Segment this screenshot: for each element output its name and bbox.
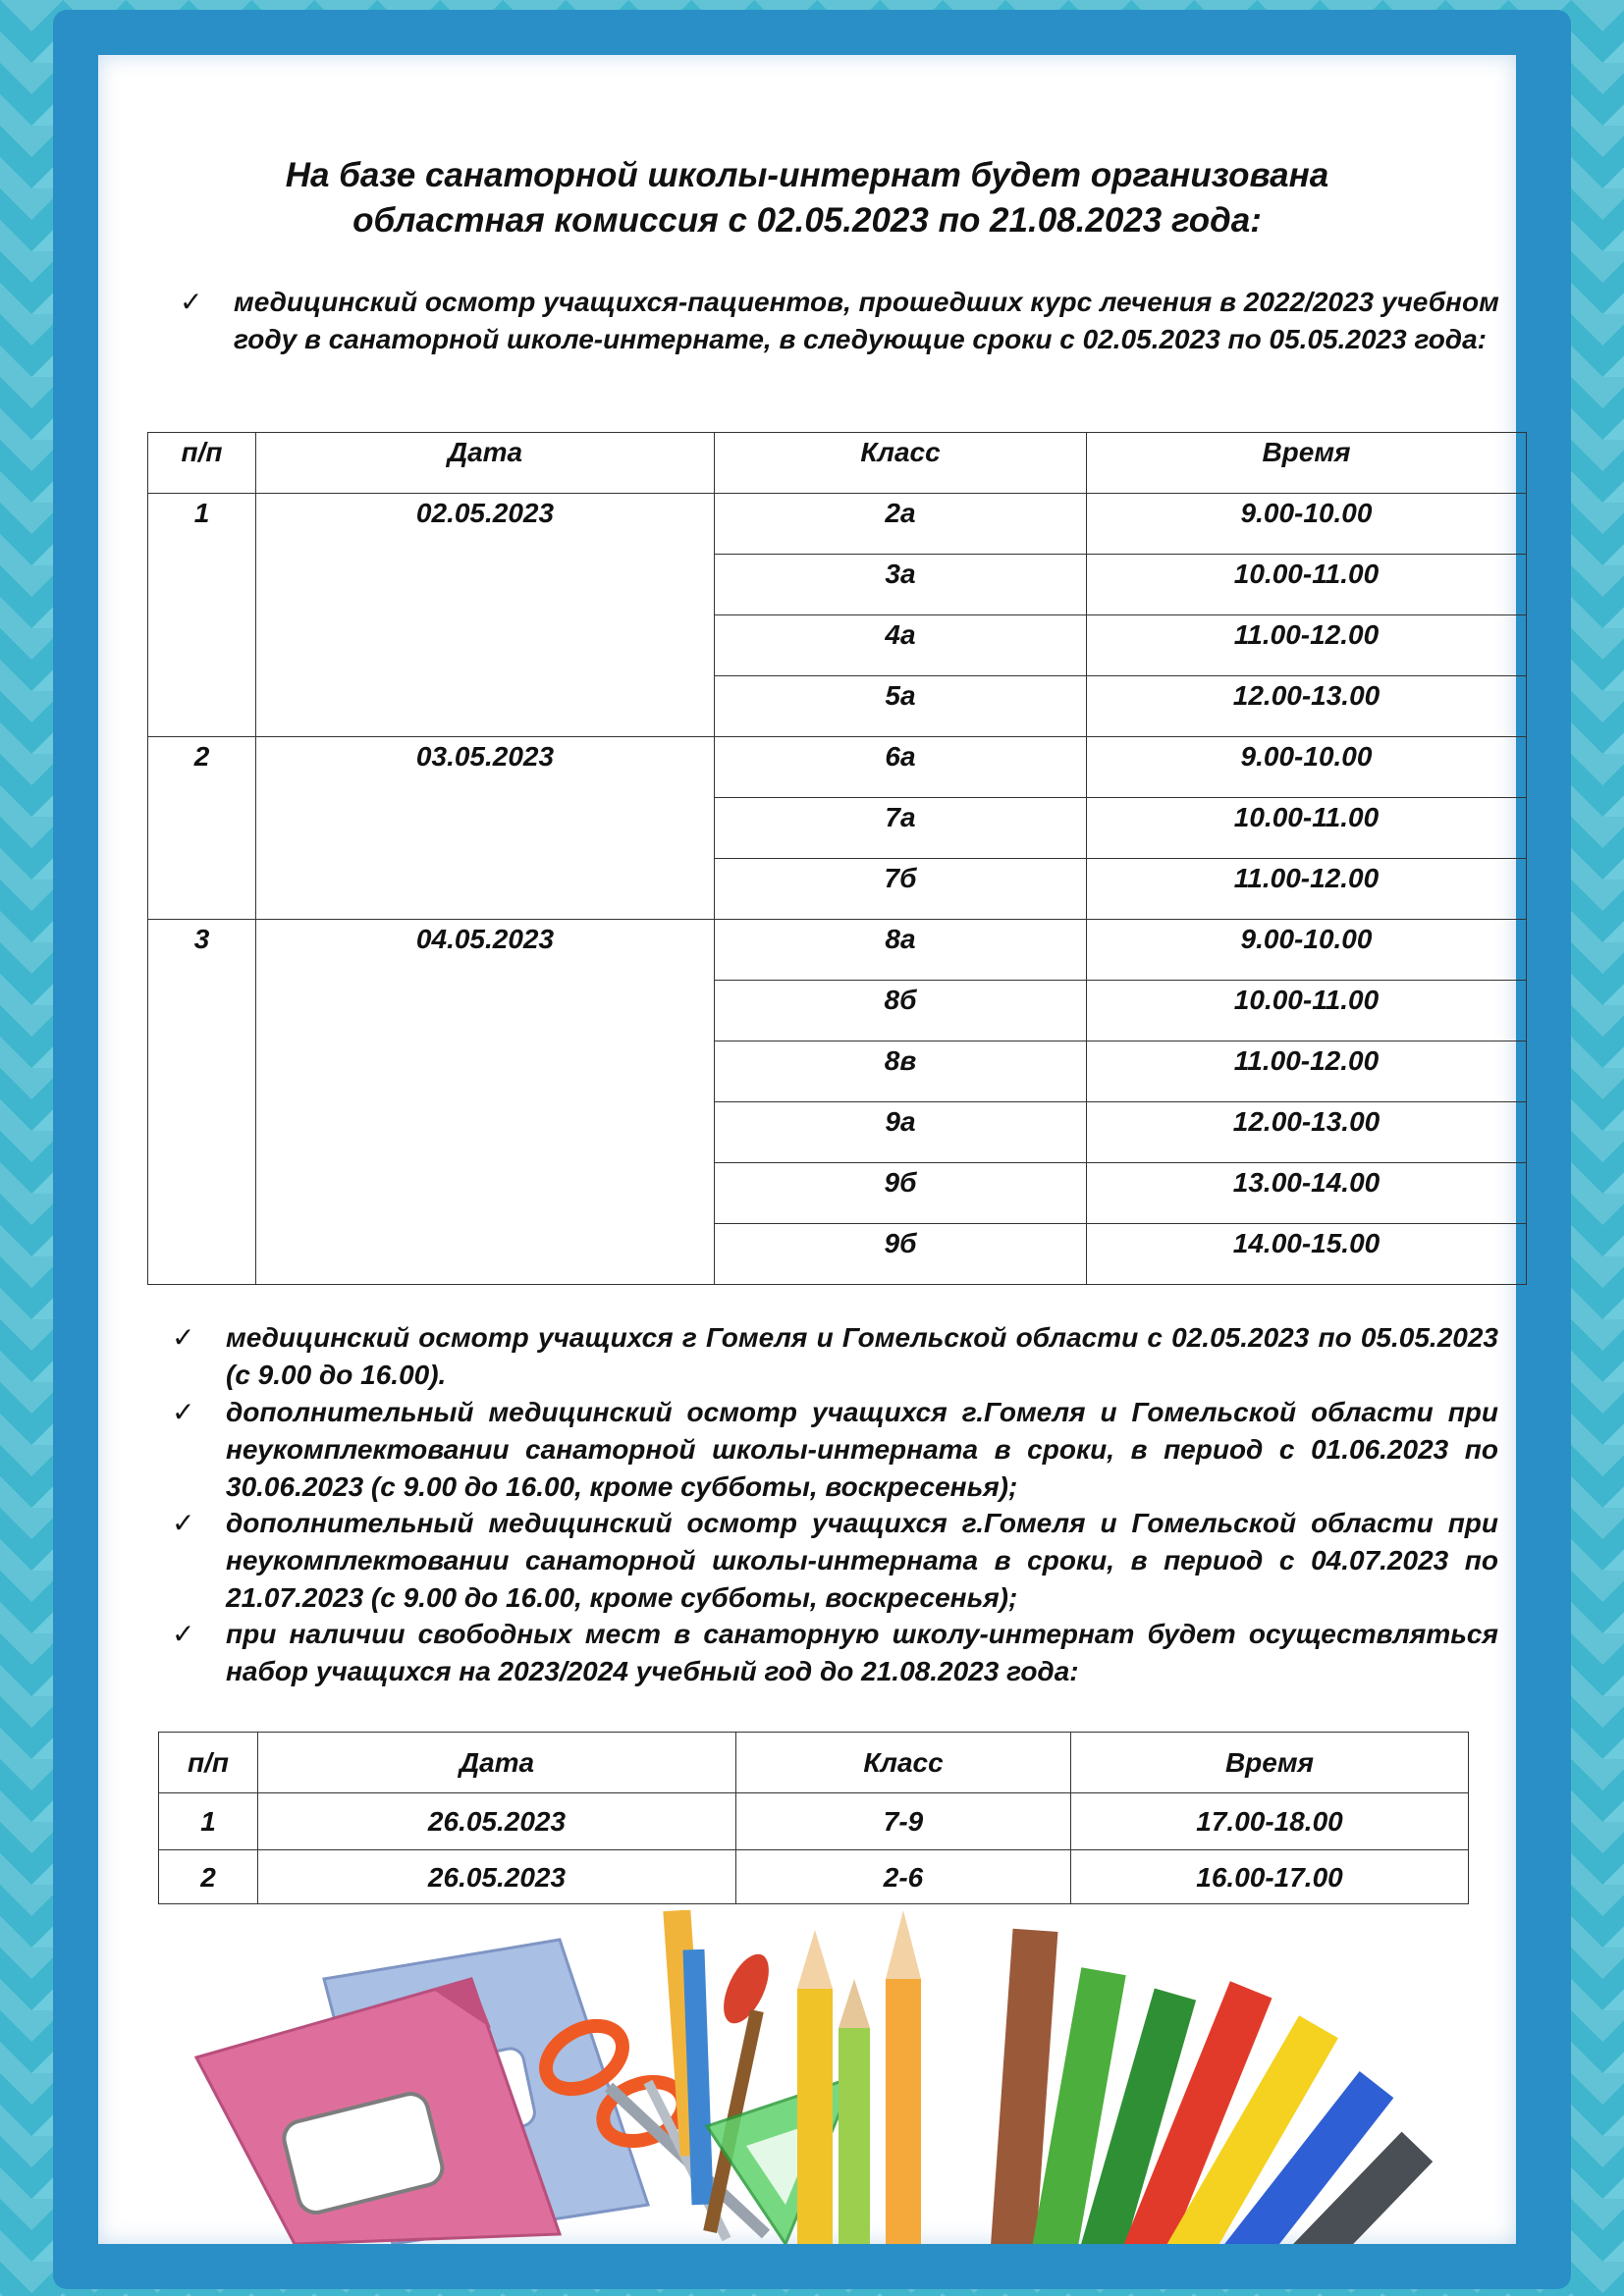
header-class: Класс <box>715 433 1087 494</box>
table-row <box>148 494 1527 555</box>
row-time: 9.00-10.00 <box>1087 737 1527 798</box>
row-time: 9.00-10.00 <box>1087 920 1527 981</box>
table-header-row <box>159 1733 1469 1793</box>
schedule-table-1 <box>147 432 1527 1285</box>
row-date: 04.05.2023 <box>256 920 715 1285</box>
row-class: 9б <box>715 1224 1087 1285</box>
row-class: 2а <box>715 494 1087 555</box>
row-number: 1 <box>159 1793 258 1850</box>
row-time: 14.00-15.00 <box>1087 1224 1527 1285</box>
row-time: 13.00-14.00 <box>1087 1163 1527 1224</box>
row-time: 11.00-12.00 <box>1087 615 1527 676</box>
row-class: 8б <box>715 981 1087 1041</box>
table-header-row <box>148 433 1527 494</box>
row-time: 10.00-11.00 <box>1087 798 1527 859</box>
check-icon: ✓ <box>172 1619 195 1649</box>
row-class: 8в <box>715 1041 1087 1102</box>
check-icon: ✓ <box>172 1508 195 1538</box>
table-row <box>148 920 1527 981</box>
check-icon: ✓ <box>172 1397 195 1427</box>
check-icon: ✓ <box>180 287 203 317</box>
header-date: Дата <box>258 1733 736 1793</box>
bullet-item-1 <box>172 1319 1498 1394</box>
row-class: 6а <box>715 737 1087 798</box>
bullet-text: дополнительный медицинский осмотр учащихся г.Гомеля и Гомельской области при неукомплектовании санаторной школы-интерната в сроки, в период с 04.07.2023 по 21.07.2023 (с 9.00 до 16.00, кроме субботы, воскресенья); <box>226 1508 1498 1613</box>
row-date: 02.05.2023 <box>256 494 715 737</box>
row-time: 9.00-10.00 <box>1087 494 1527 555</box>
row-time: 11.00-12.00 <box>1087 1041 1527 1102</box>
header-time: Время <box>1087 433 1527 494</box>
row-time: 11.00-12.00 <box>1087 859 1527 920</box>
pencil-icon <box>797 1910 921 2244</box>
bullet-item-4 <box>172 1616 1498 1690</box>
document-title <box>157 153 1457 243</box>
header-class: Класс <box>736 1733 1071 1793</box>
table-row <box>159 1793 1469 1850</box>
row-time: 16.00-17.00 <box>1071 1850 1469 1904</box>
header-date: Дата <box>256 433 715 494</box>
header-num: п/п <box>148 433 256 494</box>
row-number: 2 <box>148 737 256 920</box>
schedule-table-2 <box>158 1732 1469 1904</box>
row-class: 7б <box>715 859 1087 920</box>
row-class: 3а <box>715 555 1087 615</box>
bullet-text: при наличии свободных мест в санаторную школу-интернат будет осуществляться набор учащихся на 2023/2024 учебный год до 21.08.2023 года: <box>226 1619 1498 1686</box>
row-date: 26.05.2023 <box>258 1850 736 1904</box>
markers-icon <box>991 1929 1434 2244</box>
table-row <box>148 737 1527 798</box>
bullet-text: дополнительный медицинский осмотр учащихся г.Гомеля и Гомельской области при неукомплектовании санаторной школы-интерната в сроки, в период с 01.06.2023 по 30.06.2023 (с 9.00 до 16.00, кроме субботы, воскресенья); <box>226 1397 1498 1502</box>
row-class: 9а <box>715 1102 1087 1163</box>
row-class: 9б <box>715 1163 1087 1224</box>
header-time: Время <box>1071 1733 1469 1793</box>
bullet-text: медицинский осмотр учащихся г Гомеля и Гомельской области с 02.05.2023 по 05.05.2023 (с 9.00 до 16.00). <box>226 1322 1498 1390</box>
row-time: 12.00-13.00 <box>1087 676 1527 737</box>
bullet-item-3 <box>172 1505 1498 1617</box>
row-class: 2-6 <box>736 1850 1071 1904</box>
row-class: 8а <box>715 920 1087 981</box>
row-time: 10.00-11.00 <box>1087 555 1527 615</box>
school-supplies-illustration <box>98 1910 1516 2244</box>
header-num: п/п <box>159 1733 258 1793</box>
title-line-2: областная комиссия с 02.05.2023 по 21.08.2023 года: <box>352 201 1262 240</box>
row-time: 17.00-18.00 <box>1071 1793 1469 1850</box>
row-date: 03.05.2023 <box>256 737 715 920</box>
row-number: 3 <box>148 920 256 1285</box>
document-sheet <box>98 55 1516 2244</box>
row-class: 7-9 <box>736 1793 1071 1850</box>
title-line-1: На базе санаторной школы-интернат будет организована <box>285 156 1329 194</box>
row-class: 5а <box>715 676 1087 737</box>
intro-bullet-text: медицинский осмотр учащихся-пациентов, прошедших курс лечения в 2022/2023 учебном году в санаторной школе-интернате, в следующие сроки с 02.05.2023 по 05.05.2023 года: <box>234 287 1499 354</box>
row-class: 4а <box>715 615 1087 676</box>
row-number: 2 <box>159 1850 258 1904</box>
check-icon: ✓ <box>172 1322 195 1353</box>
bullet-item-2 <box>172 1394 1498 1506</box>
row-number: 1 <box>148 494 256 737</box>
row-time: 10.00-11.00 <box>1087 981 1527 1041</box>
row-time: 12.00-13.00 <box>1087 1102 1527 1163</box>
table-row <box>159 1850 1469 1904</box>
row-date: 26.05.2023 <box>258 1793 736 1850</box>
intro-bullet <box>180 284 1500 358</box>
row-class: 7а <box>715 798 1087 859</box>
